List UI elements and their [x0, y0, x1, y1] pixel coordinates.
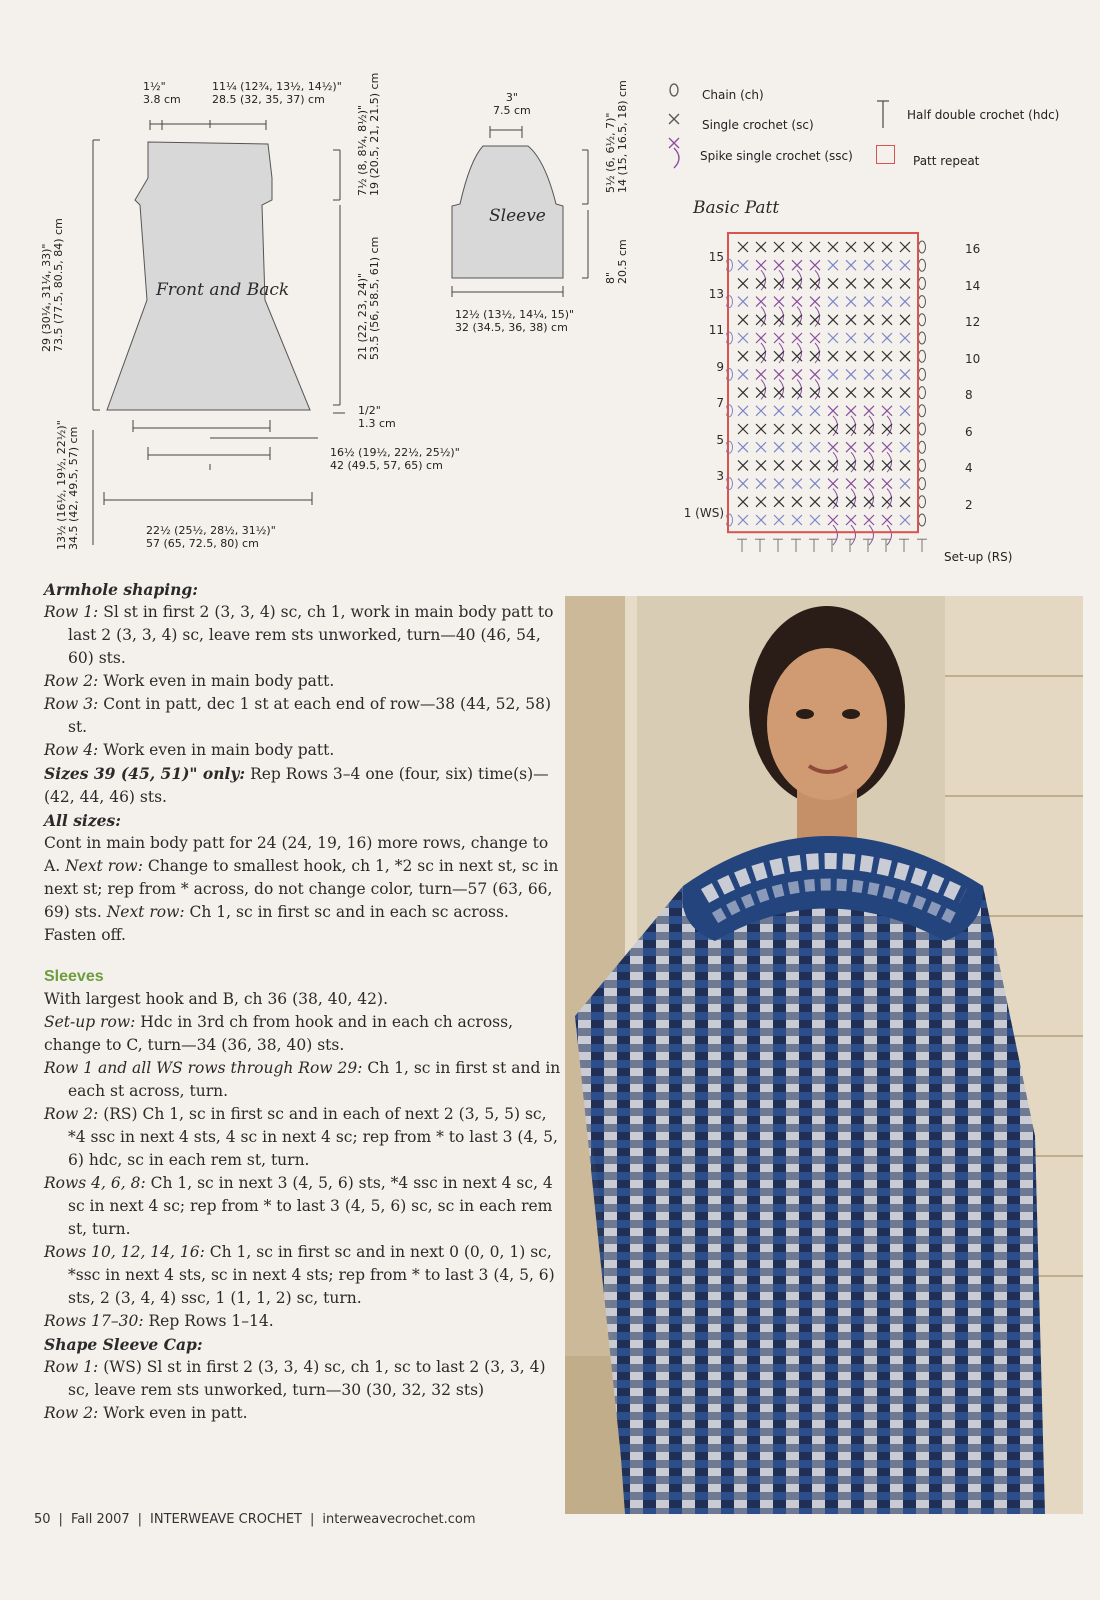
- page-number: 50: [34, 1512, 51, 1527]
- row-label-right: 4: [965, 461, 973, 475]
- sleeves-intro: With largest hook and B, ch 36 (38, 40, 42).: [44, 990, 388, 1008]
- cap-row-1: Row 1: (WS) Sl st in first 2 (3, 3, 4) sc, ch 1, sc to last 2 (3, 3, 4) sc, leave rem sts unworked, turn—30 (30, 32, 32 sts): [44, 1358, 546, 1399]
- sleeves-heading: Sleeves: [44, 968, 104, 985]
- sleeves-rows-10: Rows 10, 12, 14, 16: Ch 1, sc in first sc and in next 0 (0, 0, 1) sc, *ssc in next 4 sts, sc in next 4 sts; rep from * to last 3 (4, 5, 6) sts, 2 (3, 4, 4) ssc, 1 (1, 1, 2) sc, turn.: [44, 1243, 555, 1307]
- row-label-right: 10: [965, 351, 981, 366]
- row-label-right: 2: [965, 497, 973, 512]
- sleeve-length-dim: 8" 20.5 cm: [604, 239, 629, 284]
- armhole-row-4: Row 4: Work even in main body patt.: [44, 741, 335, 759]
- sleeves-setup: Set-up row: Hdc in 3rd ch from hook and in each ch across, change to C, turn—34 (36, 38, 40) sts.: [44, 1013, 513, 1054]
- legend-chain: Chain (ch): [702, 88, 764, 102]
- chain-oval-icon: [670, 84, 678, 96]
- armhole-row-3: Row 3: Cont in patt, dec 1 st at each end of row—38 (44, 52, 58) st.: [44, 695, 552, 736]
- front-back-label: Front and Back: [156, 280, 290, 300]
- red-square-icon: [876, 145, 895, 164]
- sleeves-rows-4: Rows 4, 6, 8: Ch 1, sc in next 3 (4, 5, 6) sts, *4 ssc in next 4 sc, 4 sc in next 4 sc; rep from * to last 3 (4, 5, 6) sc, sc in each rem st, turn.: [44, 1174, 553, 1238]
- pattern-instructions: [44, 578, 564, 1425]
- model-photo-illustration: [565, 596, 1083, 1514]
- armhole-heading: Armhole shaping:: [44, 580, 198, 599]
- row-label-right: 8: [965, 388, 973, 402]
- neck-dim: 11¼ (12¾, 13½, 14½)" 28.5 (32, 35, 37) cm: [212, 80, 342, 106]
- chart-title: Basic Patt: [693, 198, 780, 218]
- shoulder-dim: 1½" 3.8 cm: [143, 80, 181, 106]
- right-row-labels: [965, 242, 995, 534]
- cap-dim: 5½ (6, 6½, 7)" 14 (15, 16.5, 18) cm: [604, 80, 629, 193]
- row-label-left: 15: [708, 250, 724, 264]
- legend-single: Single crochet (sc): [702, 118, 814, 132]
- row-label-left: 13: [708, 286, 724, 301]
- hem-dim: 1/2" 1.3 cm: [358, 404, 396, 430]
- legend-repeat: Patt repeat: [913, 154, 980, 168]
- cap-heading: Shape Sleeve Cap:: [44, 1335, 203, 1354]
- legend-hdc: Half double crochet (hdc): [907, 108, 1060, 122]
- sleeve-width-dim: 12½ (13½, 14¼, 15)" 32 (34.5, 36, 38) cm: [455, 308, 575, 334]
- t-mark-icon: [874, 98, 894, 130]
- issue-label: Fall 2007: [70, 1512, 130, 1527]
- length-dim: 29 (30¼, 31¼, 33)" 73.5 (77.5, 80.5, 84) cm: [40, 218, 65, 352]
- side-dim: 21 (22, 23, 24)" 53.5 (56, 58.5, 61) cm: [356, 236, 381, 360]
- sizes-note: Sizes 39 (45, 51)" only: Rep Rows 3–4 one (four, six) time(s)—(42, 44, 46) sts.: [44, 764, 549, 806]
- magazine-url[interactable]: interweavecrochet.com: [322, 1512, 476, 1527]
- waist-dim: 16½ (19½, 22½, 25½)" 42 (49.5, 57, 65) cm: [330, 446, 460, 472]
- front-back-shape: [107, 142, 310, 410]
- sleeve-label: Sleeve: [489, 206, 546, 226]
- left-row-labels: [668, 250, 724, 542]
- armhole-row-1: Row 1: Sl st in first 2 (3, 3, 4) sc, ch 1, work in main body patt to last 2 (3, 3, 4) sc, leave rem sts unworked, turn—40 (46, 54, 60) sts.: [44, 603, 554, 667]
- armhole-row-2: Row 2: Work even in main body patt.: [44, 672, 335, 690]
- row-label-right: 6: [965, 424, 973, 439]
- magazine-name: INTERWEAVE CROCHET: [150, 1512, 302, 1527]
- page-footer: 50 | Fall 2007 | INTERWEAVE CROCHET | interweavecrochet.com: [34, 1512, 476, 1527]
- sleeves-row-1: Row 1 and all WS rows through Row 29: Ch 1, sc in first st and in each st across, turn.: [44, 1059, 561, 1100]
- lower-dim: 13½ (16½, 19½, 22½)" 34.5 (42, 49.5, 57) cm: [55, 420, 80, 550]
- all-sizes-text: Cont in main body patt for 24 (24, 19, 16) more rows, change to A. Next row: Change to smallest hook, ch 1, *2 sc in next st, sc in next st; rep from * across, do not change color, turn—57 (63, 66, 69) sts. Next row: Ch 1, sc in first sc and in each sc across. Fasten off.: [44, 834, 559, 944]
- row-label-right: 16: [965, 242, 981, 256]
- row-label-left: 5: [716, 432, 724, 447]
- row-label-left: 3: [716, 469, 724, 483]
- bottom-dim: 22½ (25½, 28½, 31½)" 57 (65, 72.5, 80) cm: [146, 524, 276, 550]
- row-label-right: 12: [965, 315, 981, 329]
- legend-icons: [664, 82, 686, 172]
- row-label-left: 1 (WS): [683, 505, 724, 520]
- model-photo: [565, 596, 1083, 1514]
- cap-row-2: Row 2: Work even in patt.: [44, 1404, 248, 1422]
- row-label-left: 9: [716, 359, 724, 374]
- armhole-dim: 7½ (8, 8¼, 8½)" 19 (20.5, 21, 21.5) cm: [356, 72, 381, 196]
- row-label-left: 7: [716, 396, 724, 410]
- sleeves-rows-17: Rows 17–30: Rep Rows 1–14.: [44, 1312, 274, 1330]
- setup-label: Set-up (RS): [944, 550, 1013, 564]
- row-label-left: 11: [708, 323, 724, 337]
- all-sizes-heading: All sizes:: [44, 811, 121, 830]
- sleeves-row-2: Row 2: (RS) Ch 1, sc in first sc and in each of next 2 (3, 5, 5) sc, *4 ssc in next 4 sts, 4 sc in next 4 sc; rep from * to last 3 (4, 5, 6) hdc, sc in each rem st, turn.: [44, 1105, 558, 1169]
- sleeve-top-dim: 3" 7.5 cm: [493, 91, 531, 117]
- stitch-grid: [726, 232, 946, 552]
- row-label-right: 14: [965, 278, 981, 293]
- legend-spike: Spike single crochet (ssc): [700, 149, 853, 163]
